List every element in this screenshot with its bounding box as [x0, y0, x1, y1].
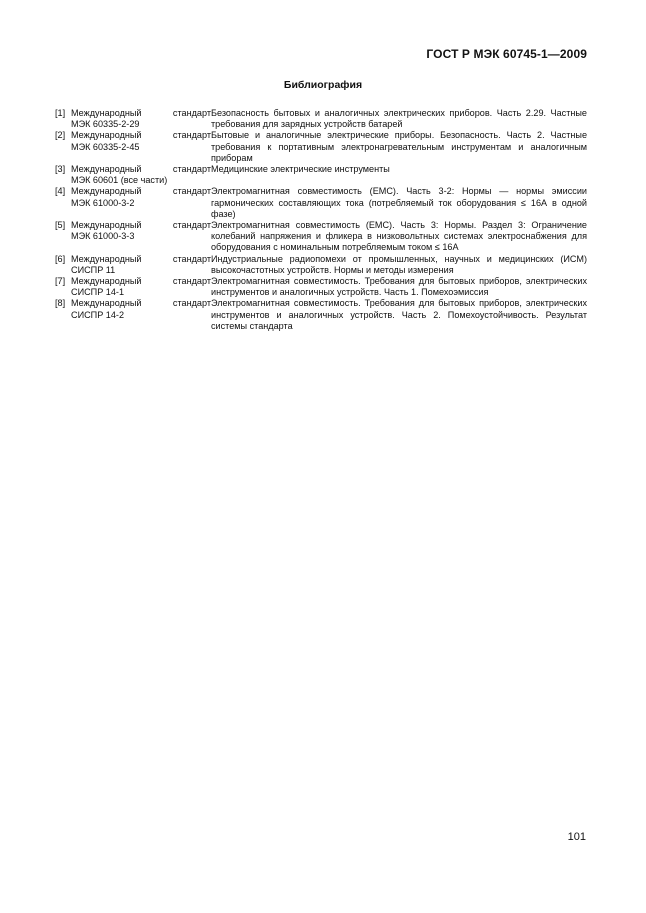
- standard-code: МЭК 60335-2-29: [71, 119, 140, 130]
- entry-number: [4]: [55, 186, 66, 197]
- bibliography-entry: [55, 164, 587, 186]
- entry-standard: [70, 164, 211, 186]
- standard-word-1: Международный: [71, 108, 142, 118]
- entry-number: [8]: [55, 298, 66, 309]
- bibliography-entry: [55, 276, 587, 298]
- entry-number: [6]: [55, 253, 66, 264]
- standard-word-1: Международный: [71, 220, 142, 231]
- bibliography-entry: [55, 298, 587, 332]
- standard-word-2: стандарт: [172, 130, 211, 141]
- bibliography-entry: [55, 130, 587, 164]
- standard-word-1: Международный: [71, 298, 142, 309]
- entry-standard: [70, 220, 211, 254]
- entry-standard: [70, 276, 211, 298]
- standard-word-1: Международный: [71, 276, 142, 287]
- bibliography-entry: [55, 220, 587, 254]
- entry-description: Медицинские электрические инструменты: [211, 164, 390, 175]
- entry-number: [7]: [55, 276, 66, 287]
- entry-standard: [70, 298, 211, 332]
- entry-standard: [70, 108, 211, 130]
- bibliography-entry: [55, 186, 587, 220]
- entry-standard: [70, 186, 211, 220]
- entry-standard: [70, 254, 211, 276]
- standard-code: МЭК 61000-3-3: [71, 231, 135, 242]
- entry-description: Индустриальные радиопомехи от промышленных, научных и медицинских (ИСМ) высокочастотных устройств. Нормы и методы измерения: [211, 253, 587, 275]
- standard-word-1: Международный: [71, 253, 142, 264]
- page-title: Библиография: [283, 79, 363, 91]
- entry-description: Электромагнитная совместимость. Требования для бытовых приборов, электрических инструментов и аналогичных устройств. Часть 2. Помехоустойчивость. Результат системы стандарта: [211, 298, 587, 331]
- entry-number: [1]: [55, 108, 66, 118]
- standard-code: МЭК 60335-2-45: [71, 141, 140, 152]
- entry-number: [3]: [55, 164, 66, 175]
- entry-number: [2]: [55, 130, 66, 141]
- standard-code: МЭК 60601 (все части): [71, 175, 168, 186]
- standard-word-2: стандарт: [172, 186, 211, 197]
- entry-description: Электромагнитная совместимость (ЕМС). Часть 3-2: Нормы — нормы эмиссии гармонических составляющих тока (потребляемый ток оборудования ≤ 16А в одной фазе): [211, 186, 587, 219]
- bibliography-entry: [55, 254, 587, 276]
- standard-word-2: стандарт: [172, 220, 211, 231]
- standard-word-2: стандарт: [172, 108, 211, 118]
- entry-number: [5]: [55, 220, 66, 231]
- page-number: 101: [567, 831, 586, 843]
- entry-standard: [70, 130, 211, 164]
- entry-description: Электромагнитная совместимость. Требования для бытовых приборов, электрических инструментов и аналогичных устройств. Часть 1. Помехоэмиссия: [211, 276, 587, 298]
- standard-word-2: стандарт: [172, 253, 211, 264]
- bibliography-entry: [55, 108, 587, 130]
- standard-code: МЭК 61000-3-2: [71, 197, 135, 208]
- standard-word-1: Международный: [71, 130, 142, 141]
- standard-word-1: Международный: [71, 164, 142, 175]
- standard-code: СИСПР 11: [71, 264, 116, 275]
- standard-word-2: стандарт: [172, 276, 211, 287]
- standard-word-2: стандарт: [172, 298, 211, 309]
- standard-word-2: стандарт: [172, 164, 211, 175]
- document-code-header: ГОСТ Р МЭК 60745-1—2009: [426, 47, 587, 61]
- entry-description: Бытовые и аналогичные электрические приборы. Безопасность. Часть 2. Частные требования к портативным электронагревательным инструментам и аналогичным приборам: [211, 130, 587, 163]
- entry-description: Электромагнитная совместимость (ЕМС). Часть 3: Нормы. Раздел 3: Ограничение колебаний напряжения и фликера в низковольтных системах электроснабжения для оборудования с номинальным потребляемым током ≤ 16А: [211, 220, 587, 253]
- bibliography-list: [55, 108, 587, 332]
- standard-word-1: Международный: [71, 186, 142, 197]
- standard-code: СИСПР 14-1: [71, 287, 124, 298]
- standard-code: СИСПР 14-2: [71, 309, 124, 320]
- entry-description: Безопасность бытовых и аналогичных электрических приборов. Часть 2.29. Частные требования для зарядных устройств батарей: [211, 108, 587, 130]
